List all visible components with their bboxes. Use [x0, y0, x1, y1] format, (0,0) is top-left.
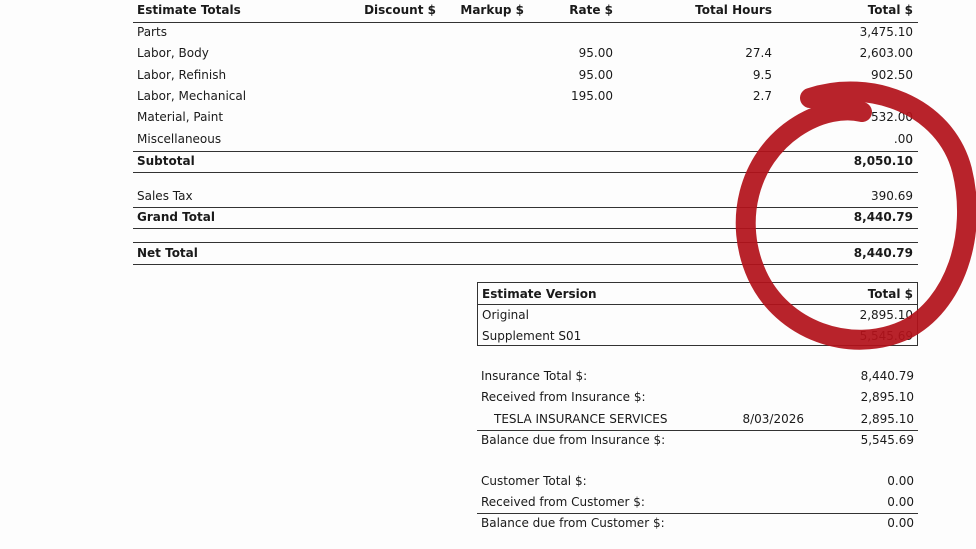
row-total: .00: [893, 132, 913, 146]
row-label: Labor, Body: [137, 46, 209, 60]
net-total-label: Net Total: [137, 246, 198, 260]
sales-tax-label: Sales Tax: [137, 189, 193, 203]
estimate-totals-header: [137, 0, 918, 21]
version-total: 2,895.10: [859, 308, 913, 322]
row-hours: 9.5: [752, 68, 772, 82]
row-hours: 2.7: [752, 89, 772, 103]
customer-balance-label: Balance due from Customer $:: [481, 516, 665, 530]
row-total: 902.50: [871, 68, 913, 82]
header-markup: Markup $: [460, 3, 524, 17]
insurance-received-label: Received from Insurance $:: [481, 390, 646, 404]
version-label: Supplement S01: [482, 329, 582, 343]
insurance-total-value: 8,440.79: [860, 369, 914, 383]
row-label: Miscellaneous: [137, 132, 222, 146]
version-total: 5,545.69: [859, 329, 913, 343]
insurance-total-row: [481, 366, 914, 387]
insurance-payer-date: 8/03/2026: [742, 412, 804, 426]
customer-total-value: 0.00: [887, 474, 914, 488]
customer-balance-value: 0.00: [887, 516, 914, 530]
insurance-balance-value: 5,545.69: [860, 433, 914, 447]
subtotal-label: Subtotal: [137, 154, 195, 168]
header-estimate-totals: Estimate Totals: [137, 3, 241, 17]
insurance-received-row: [481, 387, 914, 408]
insurance-balance-row: [481, 430, 914, 451]
customer-received-value: 0.00: [887, 495, 914, 509]
net-total-row: [137, 243, 918, 264]
row-label: Labor, Refinish: [137, 68, 227, 82]
customer-total-row: [481, 471, 914, 492]
table-row: [137, 65, 918, 86]
row-label: Parts: [137, 25, 167, 39]
customer-total-label: Customer Total $:: [481, 474, 587, 488]
header-estimate-version: Estimate Version: [482, 287, 597, 301]
grand-total-row: [137, 207, 918, 228]
row-rate: 195.00: [571, 89, 613, 103]
row-label: Material, Paint: [137, 110, 224, 124]
header-discount: Discount $: [364, 3, 436, 17]
sales-tax-row: [137, 186, 918, 207]
row-rate: 95.00: [578, 68, 613, 82]
version-label: Original: [482, 308, 529, 322]
customer-received-row: [481, 492, 914, 513]
table-row: [482, 305, 913, 326]
grand-total-label: Grand Total: [137, 210, 215, 224]
header-rate: Rate $: [569, 3, 613, 17]
grand-total-value: 8,440.79: [853, 210, 913, 224]
row-rate: 95.00: [578, 46, 613, 60]
sales-tax-value: 390.69: [871, 189, 913, 203]
insurance-payer-row: [481, 409, 914, 430]
customer-balance-row: [481, 513, 914, 534]
net-total-divider-bottom: [133, 264, 918, 265]
table-row: [137, 129, 918, 150]
header-total-hours: Total Hours: [695, 3, 772, 17]
insurance-received-value: 2,895.10: [860, 390, 914, 404]
subtotal-value: 8,050.10: [853, 154, 913, 168]
header-version-total: Total $: [867, 287, 913, 301]
row-total: 532.00: [871, 110, 913, 124]
table-row: [137, 86, 918, 107]
grand-total-divider-bottom: [133, 228, 918, 229]
row-total: 3,475.10: [859, 25, 913, 39]
table-row: [482, 326, 913, 347]
estimate-version-table: [477, 282, 918, 346]
subtotal-divider-bottom: [133, 172, 918, 173]
insurance-balance-label: Balance due from Insurance $:: [481, 433, 666, 447]
header-total: Total $: [867, 3, 913, 17]
insurance-payer-name: TESLA INSURANCE SERVICES: [494, 412, 668, 426]
net-total-value: 8,440.79: [853, 246, 913, 260]
subtotal-row: [137, 151, 918, 172]
customer-received-label: Received from Customer $:: [481, 495, 645, 509]
row-label: Labor, Mechanical: [137, 89, 247, 103]
insurance-total-label: Insurance Total $:: [481, 369, 588, 383]
row-total: 2,603.00: [859, 46, 913, 60]
table-row: [137, 22, 918, 43]
row-hours: 27.4: [745, 46, 772, 60]
table-row: [137, 107, 918, 128]
table-row: [137, 43, 918, 64]
estimate-version-header: [482, 284, 913, 305]
insurance-payer-amount: 2,895.10: [860, 412, 914, 426]
